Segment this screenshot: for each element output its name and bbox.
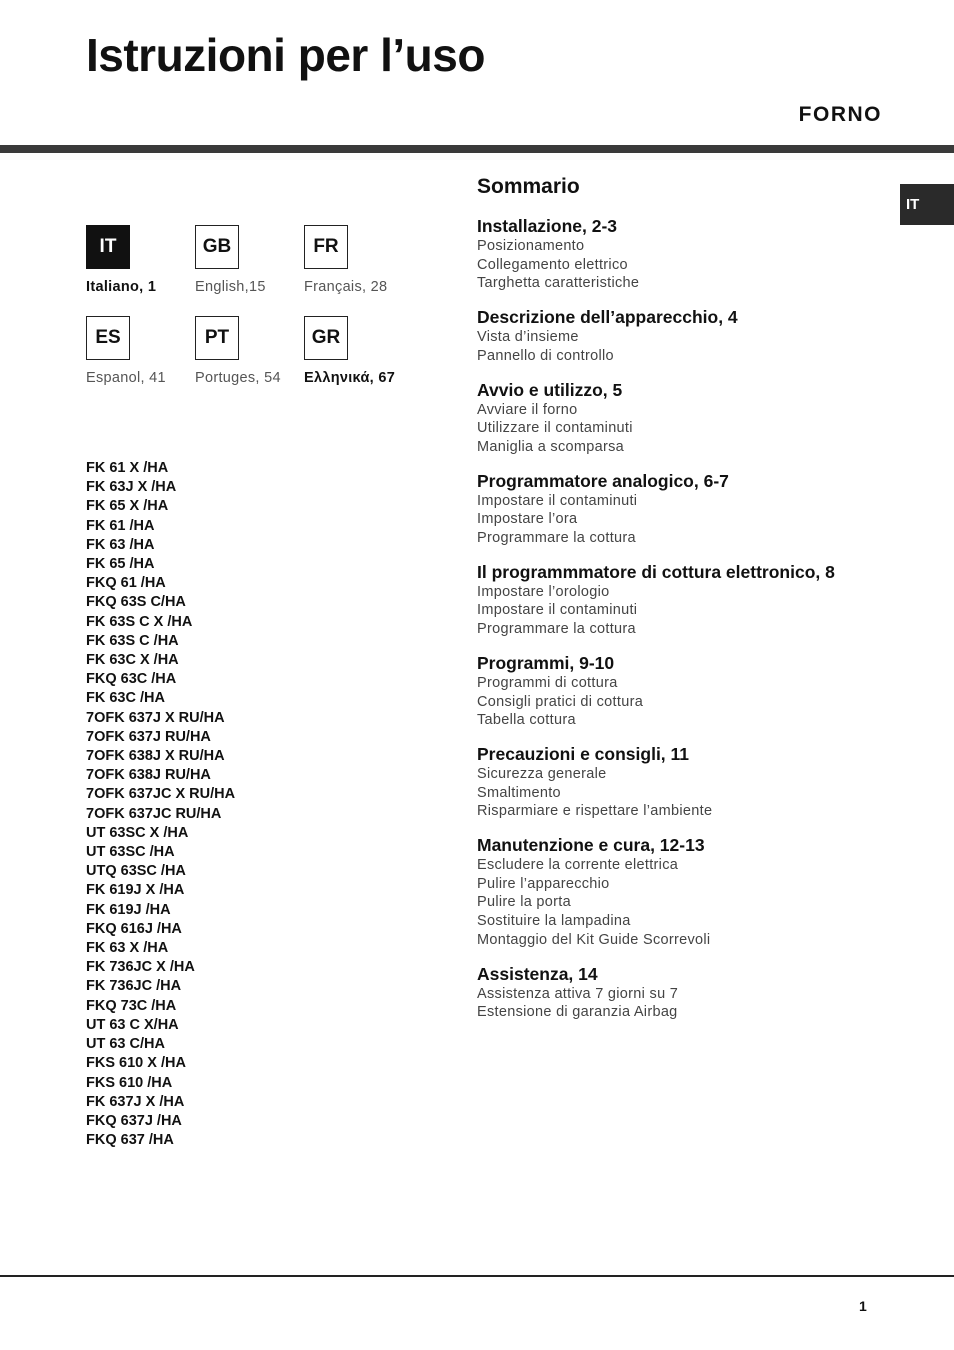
model-item: FKQ 63C /HA (86, 671, 177, 688)
model-item: 7OFK 637JC RU/HA (86, 805, 222, 822)
model-item: FK 63S C X /HA (86, 613, 193, 630)
toc-section-title[interactable]: Assistenza, 14 (477, 963, 598, 984)
toc-item[interactable]: Montaggio del Kit Guide Scorrevoli (477, 931, 711, 948)
toc-item[interactable]: Sicurezza generale (477, 765, 607, 782)
language-fr[interactable] (304, 225, 414, 295)
model-item: FKS 610 X /HA (86, 1055, 186, 1072)
header-divider (0, 145, 954, 153)
model-item: FKS 610 /HA (86, 1074, 173, 1091)
language-it[interactable] (86, 225, 196, 295)
toc-item[interactable]: Impostare il contaminuti (477, 602, 638, 619)
model-item: 7OFK 638J X RU/HA (86, 748, 225, 765)
language-pt[interactable] (195, 316, 305, 386)
toc-section-assistenza (477, 964, 897, 1022)
language-label: Portuges, 54 (195, 370, 281, 386)
language-label: Italiano, 1 (86, 279, 157, 295)
model-item: FKQ 637J /HA (86, 1112, 182, 1129)
model-item: FKQ 61 /HA (86, 575, 166, 592)
toc-section-title[interactable]: Il programmmatore di cottura elettronico, 8 (477, 561, 835, 582)
language-label: Ελληνικά, 67 (304, 370, 396, 386)
table-of-contents (477, 175, 897, 1036)
page-title: Istruzioni per l’uso (86, 29, 485, 81)
model-item: FKQ 637 /HA (86, 1132, 174, 1149)
toc-item[interactable]: Smaltimento (477, 784, 561, 801)
toc-item[interactable]: Targhetta caratteristiche (477, 275, 640, 292)
toc-section-title[interactable]: Avvio e utilizzo, 5 (477, 379, 623, 400)
toc-section-programmatore-analogico (477, 471, 897, 548)
toc-item[interactable]: Collegamento elettrico (477, 256, 628, 273)
language-code-box: IT (86, 225, 130, 269)
toc-item[interactable]: Estensione di garanzia Airbag (477, 1004, 678, 1021)
toc-item[interactable]: Avviare il forno (477, 401, 578, 418)
model-item: FK 619J /HA (86, 901, 171, 918)
toc-heading: Sommario (477, 175, 580, 198)
model-item: UT 63 C X/HA (86, 1016, 179, 1033)
toc-section-manutenzione (477, 835, 897, 950)
toc-item[interactable]: Programmare la cottura (477, 621, 636, 638)
toc-item[interactable]: Escludere la corrente elettrica (477, 857, 679, 874)
model-item: 7OFK 637J RU/HA (86, 728, 211, 745)
language-label: English,15 (195, 279, 266, 295)
model-item: FK 619J X /HA (86, 882, 185, 899)
toc-section-installazione (477, 216, 897, 293)
toc-item[interactable]: Assistenza attiva 7 giorni su 7 (477, 985, 679, 1002)
model-item: 7OFK 637JC X RU/HA (86, 786, 236, 803)
language-es[interactable] (86, 316, 196, 386)
toc-item[interactable]: Pulire l’apparecchio (477, 875, 610, 892)
model-item: 7OFK 637J X RU/HA (86, 709, 225, 726)
toc-section-title[interactable]: Descrizione dell’apparecchio, 4 (477, 307, 738, 328)
toc-section-title[interactable]: Manutenzione e cura, 12-13 (477, 835, 705, 856)
product-name: FORNO (798, 103, 882, 126)
model-item: FK 61 /HA (86, 517, 155, 534)
language-code-box: PT (195, 316, 239, 360)
toc-section-avvio (477, 380, 897, 457)
model-item: FK 63 /HA (86, 536, 155, 553)
toc-item[interactable]: Maniglia a scomparsa (477, 438, 625, 455)
language-label: Français, 28 (304, 279, 388, 295)
toc-item[interactable]: Impostare l’ora (477, 511, 578, 528)
model-item: FK 65 /HA (86, 556, 155, 573)
toc-section-title[interactable]: Programmi, 9-10 (477, 652, 615, 673)
toc-item[interactable]: Utilizzare il contaminuti (477, 420, 633, 437)
toc-section-title[interactable]: Precauzioni e consigli, 11 (477, 743, 690, 764)
toc-section-descrizione (477, 307, 897, 365)
toc-item[interactable]: Programmare la cottura (477, 530, 636, 547)
model-item: FK 63S C /HA (86, 632, 179, 649)
model-item: FK 736JC X /HA (86, 959, 195, 976)
toc-section-title[interactable]: Installazione, 2-3 (477, 216, 618, 236)
model-item: FK 63C /HA (86, 690, 165, 707)
toc-item[interactable]: Tabella cottura (477, 712, 576, 729)
language-gb[interactable] (195, 225, 305, 295)
model-item: FKQ 73C /HA (86, 997, 177, 1014)
language-gr[interactable] (304, 316, 414, 386)
toc-item[interactable]: Sostituire la lampadina (477, 913, 631, 930)
toc-item[interactable]: Consigli pratici di cottura (477, 693, 644, 710)
language-code-box: ES (86, 316, 130, 360)
model-item: FK 637J X /HA (86, 1093, 185, 1110)
model-item: FK 63J X /HA (86, 479, 177, 496)
toc-section-title[interactable]: Programmatore analogico, 6-7 (477, 470, 729, 491)
model-item: FKQ 63S C/HA (86, 594, 186, 611)
toc-item[interactable]: Pulire la porta (477, 894, 571, 911)
model-item: 7OFK 638J RU/HA (86, 767, 211, 784)
model-item: UT 63 C/HA (86, 1036, 165, 1053)
language-code-box: FR (304, 225, 348, 269)
model-item: FKQ 616J /HA (86, 920, 182, 937)
model-item: UT 63SC X /HA (86, 824, 189, 841)
model-item: UT 63SC /HA (86, 844, 175, 861)
language-side-tab: IT (900, 184, 954, 225)
model-item: UTQ 63SC /HA (86, 863, 186, 880)
page-number: 1 (859, 1298, 867, 1314)
model-list (86, 459, 235, 1150)
model-item: FK 63 X /HA (86, 940, 169, 957)
toc-section-programmi (477, 653, 897, 730)
toc-section-programmatore-elettronico (477, 562, 897, 639)
toc-item[interactable]: Risparmiare e rispettare l’ambiente (477, 803, 713, 820)
toc-item[interactable]: Posizionamento (477, 238, 585, 254)
language-code-box: GR (304, 316, 348, 360)
model-item: FK 61 X /HA (86, 460, 169, 476)
toc-item[interactable]: Impostare l’orologio (477, 583, 610, 600)
model-item: FK 736JC /HA (86, 978, 182, 995)
toc-section-precauzioni (477, 744, 897, 821)
toc-item[interactable]: Programmi di cottura (477, 674, 618, 691)
language-code-box: GB (195, 225, 239, 269)
toc-item[interactable]: Vista d’insieme (477, 329, 579, 346)
model-item: FK 63C X /HA (86, 652, 179, 669)
language-label: Espanol, 41 (86, 370, 166, 386)
toc-item[interactable]: Impostare il contaminuti (477, 492, 638, 509)
toc-item[interactable]: Pannello di controllo (477, 347, 614, 364)
model-item: FK 65 X /HA (86, 498, 169, 515)
footer-divider (0, 1275, 954, 1277)
